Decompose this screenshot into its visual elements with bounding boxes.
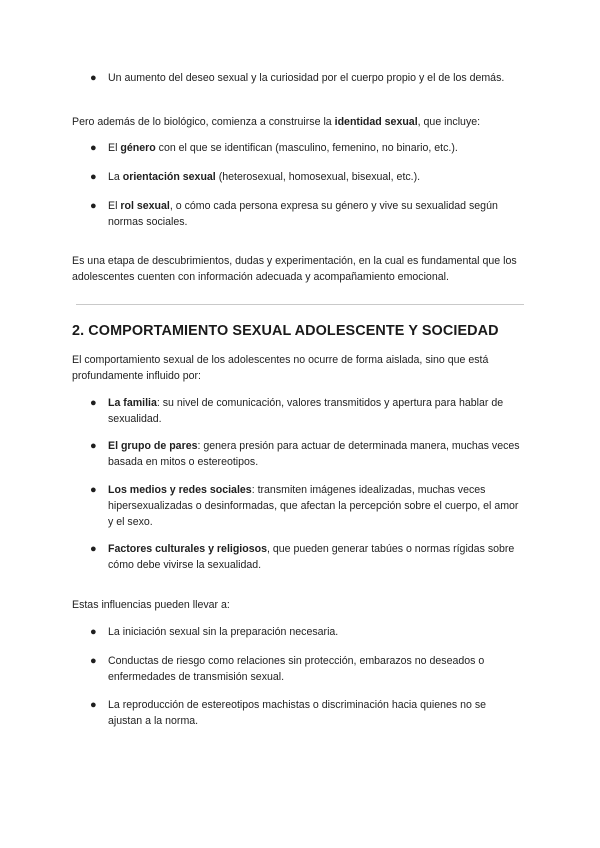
bullet-dot-icon: ● bbox=[90, 142, 97, 154]
list-item: ● El grupo de pares: genera presión para actuar de determinada manera, muchas veces basada en mitos o estereotipos. bbox=[90, 440, 520, 468]
bullet-dot-icon: ● bbox=[90, 484, 97, 496]
bullet-dot-icon: ● bbox=[90, 626, 97, 638]
identidad-sexual-bold: identidad sexual bbox=[334, 116, 418, 128]
list-item: ● Los medios y redes sociales: transmiten imágenes idealizadas, muchas veces hipersexualizadas o desinformadas, que afectan la percepción sobre el cuerpo, el amor y el sexo. bbox=[90, 484, 519, 528]
list-item: ● El rol sexual, o cómo cada persona expresa su género y vive su sexualidad según normas sociales. bbox=[90, 200, 498, 228]
bullet-dot-icon: ● bbox=[90, 171, 97, 183]
list-item: ● La familia: su nivel de comunicación, valores transmitidos y apertura para hablar de sexualidad. bbox=[90, 397, 504, 425]
bullet-dot-icon: ● bbox=[90, 699, 97, 711]
list-item: ● Factores culturales y religiosos, que pueden generar tabúes o normas rígidas sobre cómo debe vivirse la sexualidad. bbox=[90, 543, 515, 571]
bullet-dot-icon: ● bbox=[90, 72, 97, 84]
section-intro-paragraph: El comportamiento sexual de los adolescentes no ocurre de forma aislada, sino que está profundamente influido por: bbox=[72, 354, 489, 382]
horizontal-divider bbox=[76, 304, 524, 305]
list-item: ● Conductas de riesgo como relaciones sin protección, embarazos no deseados o enfermedades de transmisión sexual. bbox=[90, 655, 485, 683]
intro-biological-paragraph: Pero además de lo biológico, comienza a construirse la identidad sexual, que incluye: bbox=[72, 116, 481, 128]
consequences-intro: Estas influencias pueden llevar a: bbox=[72, 599, 230, 611]
bullet-dot-icon: ● bbox=[90, 440, 97, 452]
bullet-dot-icon: ● bbox=[90, 543, 97, 555]
stage-paragraph: Es una etapa de descubrimientos, dudas y experimentación, en la cual es fundamental que los adolescentes cuenten con información adecuada y acompañamiento emocional. bbox=[72, 255, 517, 283]
list-item bbox=[90, 70, 520, 86]
bullet-dot-icon: ● bbox=[90, 655, 97, 667]
section-heading: 2. COMPORTAMIENTO SEXUAL ADOLESCENTE Y SOCIEDAD bbox=[72, 323, 499, 339]
list-item: ● La reproducción de estereotipos machistas o discriminación hacia quienes no se ajustan a la norma. bbox=[90, 699, 487, 727]
list-item: ● El género con el que se identifican (masculino, femenino, no binario, etc.). bbox=[90, 142, 458, 154]
list-item: ● La iniciación sexual sin la preparación necesaria. bbox=[90, 626, 339, 638]
list-item: ● La orientación sexual (heterosexual, homosexual, bisexual, etc.). bbox=[90, 171, 421, 183]
bullet-dot-icon: ● bbox=[90, 397, 97, 409]
bullet-dot-icon: ● bbox=[90, 200, 97, 212]
list-item-text: Un aumento del deseo sexual y la curiosidad por el cuerpo propio y el de los demás. bbox=[108, 72, 505, 84]
